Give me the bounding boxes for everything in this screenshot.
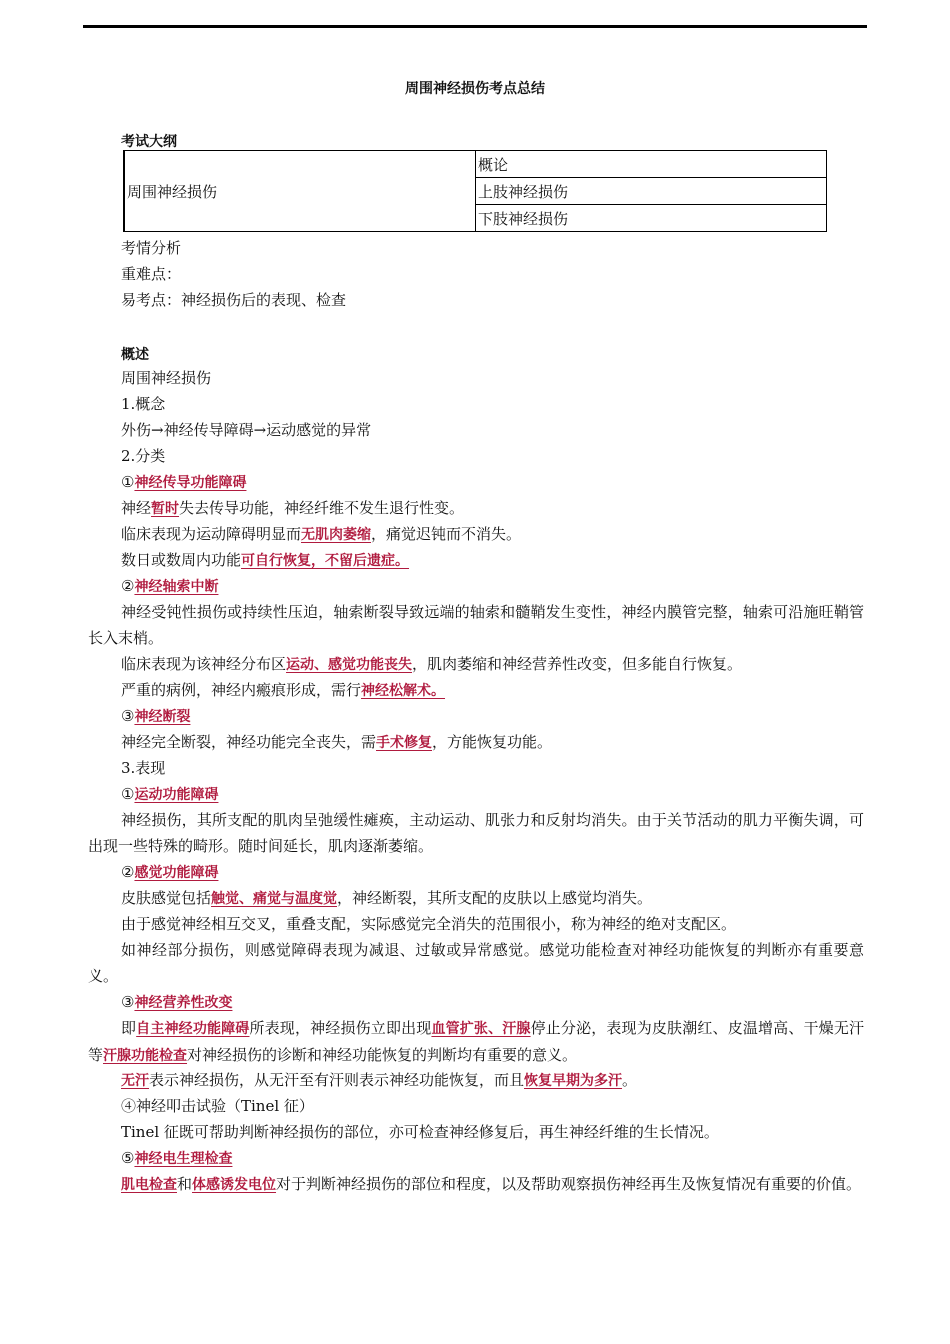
syllabus-item: 概论	[476, 151, 827, 178]
table-row	[124, 151, 827, 178]
class3-title: 神经断裂	[134, 709, 191, 725]
symptom5-heading	[121, 1145, 232, 1172]
symptom2-heading	[121, 859, 218, 886]
highlight: 无肌肉萎缩	[301, 527, 372, 543]
overview-heading: 概述	[121, 347, 149, 363]
highlight: 汗腺功能检查	[103, 1048, 188, 1064]
top-rule	[83, 25, 867, 28]
highlight: 肌电检查	[121, 1177, 177, 1193]
text: 所表现，神经损伤立即出现	[249, 1019, 432, 1037]
text: 皮肤感觉包括	[121, 889, 212, 907]
symptom3-para2	[121, 1067, 637, 1094]
text: ，痛觉迟钝而不消失。	[371, 525, 522, 543]
syllabus-heading: 考试大纲	[121, 134, 177, 150]
text: 临床表现为运动障碍明显而	[121, 525, 302, 543]
text: 对神经损伤的诊断和神经功能恢复的判断均有重要的意义。	[187, 1046, 578, 1064]
classification-title: 2.分类	[121, 447, 166, 465]
text: 对于判断神经损伤的部位和程度，以及帮助观察损伤神经再生及恢复情况有重要的价值。	[276, 1175, 862, 1193]
class2-para1: 神经受钝性损伤或持续性压迫，轴索断裂导致远端的轴索和髓鞘发生变性，神经内膜管完整，轴索可沿施旺鞘管长入末梢。	[88, 603, 864, 647]
text: 神经完全断裂，神经功能完全丧失，需	[121, 733, 377, 751]
symptom2-para2: 由于感觉神经相互交叉，重叠支配，实际感觉完全消失的范围很小，称为神经的绝对支配区。	[121, 915, 737, 933]
class3-heading	[121, 703, 190, 730]
class1-para3	[121, 547, 409, 574]
symptom1-title: 运动功能障碍	[134, 787, 219, 803]
class3-para1	[121, 729, 552, 756]
text: 。	[622, 1071, 638, 1089]
symptom1-para: 神经损伤，其所支配的肌肉呈弛缓性瘫痪，主动运动、肌张力和反射均消失。由于关节活动的肌力平衡失调，可出现一些特殊的畸形。随时间延长，肌肉逐渐萎缩。	[88, 811, 864, 855]
syllabus-table	[123, 150, 827, 232]
symptom3-heading	[121, 989, 232, 1016]
easy-points-line: 易考点：神经损伤后的表现、检查	[121, 291, 347, 309]
page-title: 周围神经损伤考点总结	[405, 81, 545, 97]
syllabus-item: 下肢神经损伤	[476, 205, 827, 232]
symptom4-heading: ④神经叩击试验（Tinel 征）	[121, 1097, 314, 1115]
class1-heading	[121, 469, 246, 496]
class2-title: 神经轴索中断	[134, 579, 219, 595]
analysis-label: 考情分析	[121, 239, 182, 257]
class1-title: 神经传导功能障碍	[134, 475, 247, 491]
symptom1-number: ①	[121, 785, 135, 803]
highlight: 暂时	[151, 501, 180, 517]
text: ，肌肉萎缩和神经营养性改变，但多能自行恢复。	[412, 655, 743, 673]
symptom5-number: ⑤	[121, 1149, 135, 1167]
class1-para1	[121, 495, 464, 522]
symptom2-para3: 如神经部分损伤，则感觉障碍表现为减退、过敏或异常感觉。感觉功能检查对神经功能恢复的判断亦有重要意义。	[88, 941, 864, 985]
symptom3-para1	[88, 1015, 864, 1069]
highlight: 触觉、痛觉与温度觉	[211, 891, 338, 907]
class3-number: ③	[121, 707, 135, 725]
concept-title: 1.概念	[121, 395, 166, 413]
highlight: 自主神经功能障碍	[136, 1021, 250, 1037]
class2-para3	[121, 677, 445, 704]
highlight: 运动、感觉功能丧失	[286, 657, 413, 673]
text: 即	[121, 1019, 137, 1037]
class2-para2	[121, 651, 742, 678]
text: 临床表现为该神经分布区	[121, 655, 287, 673]
concept-text: 外伤→神经传导障碍→运动感觉的异常	[121, 421, 372, 439]
symptom2-para1	[121, 885, 652, 912]
overview-subject: 周围神经损伤	[121, 369, 212, 387]
highlight: 神经松解术。	[361, 683, 446, 699]
class2-heading	[121, 573, 218, 600]
syllabus-topic: 周围神经损伤	[124, 151, 476, 232]
symptom5-para	[88, 1171, 864, 1198]
highlight: 无汗	[121, 1073, 149, 1089]
text: ，神经断裂，其所支配的皮肤以上感觉均消失。	[337, 889, 653, 907]
highlight: 恢复早期为多汗	[524, 1073, 623, 1089]
symptom4-para: Tinel 征既可帮助判断神经损伤的部位，亦可检查神经修复后，再生神经纤维的生长情况。	[121, 1123, 719, 1141]
symptom5-title: 神经电生理检查	[134, 1151, 233, 1167]
text: 数日或数周内功能	[121, 551, 242, 569]
difficulty-line: 重难点：	[121, 265, 182, 283]
text: 停止分泌，表现为皮肤潮红、皮温增高、干燥无汗等	[88, 1019, 864, 1064]
text: 严重的病例，神经内瘢痕形成，需行	[121, 681, 362, 699]
class1-number: ①	[121, 473, 135, 491]
highlight: 手术修复	[376, 735, 433, 751]
text: ，方能恢复功能。	[432, 733, 553, 751]
symptom2-title: 感觉功能障碍	[134, 865, 219, 881]
symptoms-title: 3.表现	[121, 759, 166, 777]
symptom3-title: 神经营养性改变	[134, 995, 233, 1011]
class2-number: ②	[121, 577, 135, 595]
highlight: 体感诱发电位	[192, 1177, 277, 1193]
syllabus-item: 上肢神经损伤	[476, 178, 827, 205]
text: 失去传导功能，神经纤维不发生退行性变。	[179, 499, 465, 517]
text: 表示神经损伤，从无汗至有汗则表示神经功能恢复，而且	[149, 1071, 525, 1089]
symptom2-number: ②	[121, 863, 135, 881]
text: 神经	[121, 499, 152, 517]
highlight: 可自行恢复，不留后遗症。	[241, 553, 410, 569]
highlight: 血管扩张、汗腺	[431, 1021, 531, 1037]
class1-para2	[121, 521, 521, 548]
symptom1-heading	[121, 781, 218, 808]
symptom3-number: ③	[121, 993, 135, 1011]
text: 和	[177, 1175, 193, 1193]
